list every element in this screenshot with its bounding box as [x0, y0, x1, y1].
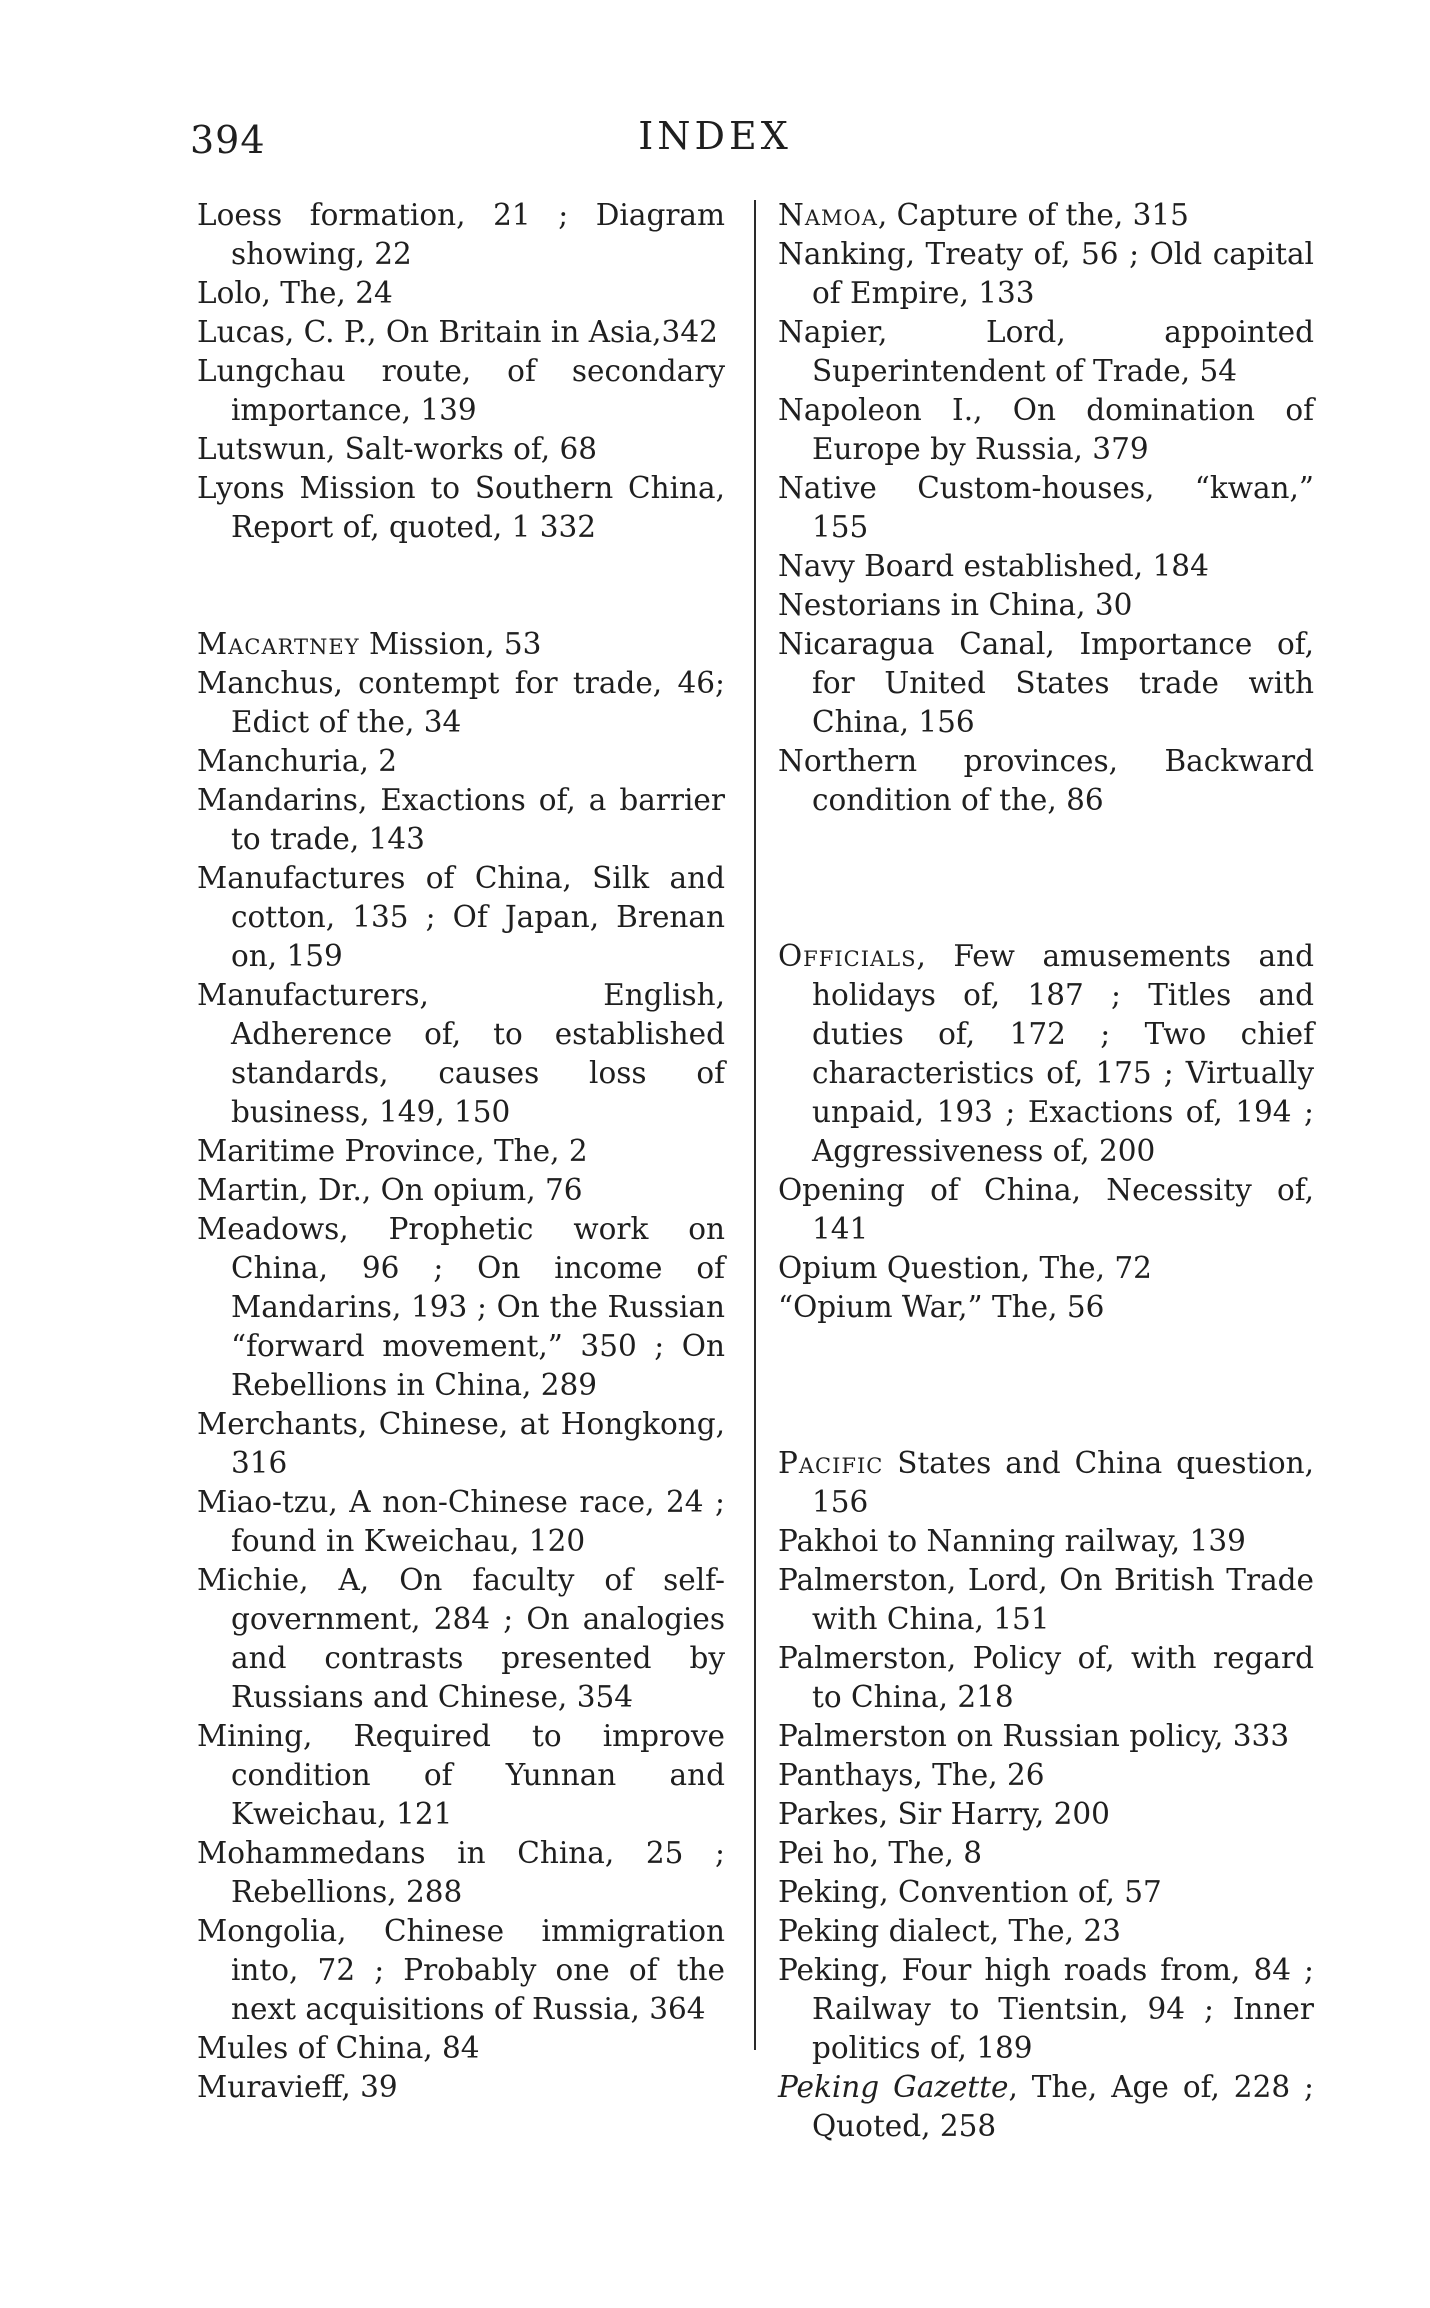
index-entry	[197, 859, 725, 976]
index-entry	[778, 313, 1314, 391]
entry-text: , Few amusements and holidays of, 187 ; Titles and duties of, 172 ; Two chief characteristics of, 175 ; Virtually unpaid, 193 ; Exactions of, 194 ; Aggressiveness of, 200	[812, 939, 1314, 1168]
entry-text: , English, Adherence of, to established standards, causes loss of business, 149, 150	[231, 978, 725, 1129]
entry-heading: Nanking	[778, 237, 906, 271]
index-entry	[197, 2068, 725, 2107]
entry-heading: Officials	[778, 939, 917, 973]
entry-heading: Lucas	[197, 315, 285, 349]
entry-heading: Nicaragua	[778, 627, 935, 661]
entry-text: , Capture of the, 315	[877, 198, 1189, 232]
index-entry	[778, 1444, 1314, 1522]
entry-text: , Policy of, with regard to China, 218	[812, 1641, 1314, 1714]
letter-section-gap	[778, 820, 1314, 937]
entry-text: Mission to Southern China, Report of, quoted, 1 332	[231, 471, 725, 544]
index-entry	[197, 1132, 725, 1171]
entry-heading: Manufactures	[197, 861, 406, 895]
entry-heading: Meadows	[197, 1212, 340, 1246]
index-entry	[778, 1951, 1314, 2068]
entry-text: The, 56	[982, 1290, 1105, 1324]
index-column-right	[778, 196, 1314, 2146]
index-entry	[778, 586, 1314, 625]
entry-text: route, of secondary importance, 139	[231, 354, 725, 427]
entry-heading: Palmerston	[778, 1719, 947, 1753]
entry-text: Board established, 184	[854, 549, 1209, 583]
index-entry	[197, 274, 725, 313]
entry-heading: Manufacturers	[197, 978, 420, 1012]
entry-heading: Peking	[778, 1914, 880, 1948]
entry-heading: Opium	[778, 1251, 878, 1285]
index-entry	[197, 469, 725, 547]
entry-heading: Lutswun	[197, 432, 326, 466]
index-entry	[778, 1717, 1314, 1756]
entry-heading: Michie	[197, 1563, 300, 1597]
entry-text: , A non-Chinese race, 24 ; found in Kweichau, 120	[231, 1485, 725, 1558]
entry-heading: Palmerston	[778, 1641, 947, 1675]
entry-heading: Merchants	[197, 1407, 358, 1441]
entry-heading: Mandarins	[197, 783, 358, 817]
entry-text: , Lord, On British Trade with China, 151	[812, 1563, 1314, 1636]
index-entry	[778, 391, 1314, 469]
entry-text: , Dr., On opium, 76	[299, 1173, 583, 1207]
entry-text: , Lord, appointed Superintendent of Trade, 54	[812, 315, 1314, 388]
entry-text: , Exactions of, a barrier to trade, 143	[231, 783, 725, 856]
entry-heading: Opening	[778, 1173, 905, 1207]
entry-heading: Napoleon	[778, 393, 922, 427]
entry-heading: Macartney	[197, 627, 360, 661]
entry-heading: Miao-tzu	[197, 1485, 329, 1519]
entry-heading: Pei ho	[778, 1836, 870, 1870]
entry-heading: Pakhoi	[778, 1524, 879, 1558]
entry-heading: Mohammedans	[197, 1836, 426, 1870]
entry-text: Province, The, 2	[335, 1134, 588, 1168]
index-entry	[197, 976, 725, 1132]
index-entry	[778, 1795, 1314, 1834]
entry-text: dialect, The, 23	[879, 1914, 1121, 1948]
entry-heading: Martin	[197, 1173, 300, 1207]
entry-text: of China, 84	[288, 2031, 480, 2065]
letter-section-gap	[778, 1327, 1314, 1444]
entry-heading: Mules	[197, 2031, 289, 2065]
index-entry	[197, 2029, 725, 2068]
entry-text: , 21 ; Diagram showing, 22	[231, 198, 725, 271]
entry-heading: Lolo	[197, 276, 262, 310]
entry-heading: Peking Gazette	[778, 2070, 1009, 2104]
entry-heading: Napier	[778, 315, 879, 349]
entry-heading: Navy	[778, 549, 855, 583]
entry-text: I., On domination of Europe by Russia, 379	[812, 393, 1314, 466]
index-entry	[197, 742, 725, 781]
index-entry	[197, 1717, 725, 1834]
entry-text: of China, Silk and cotton, 135 ; Of Japan, Brenan on, 159	[231, 861, 725, 973]
entry-text: , A, On faculty of self-government, 284 ; On analogies and contrasts presented by Russians and Chinese, 354	[231, 1563, 725, 1714]
entry-text: Canal, Importance of, for United States trade with China, 156	[812, 627, 1314, 739]
entry-heading: Parkes	[778, 1797, 879, 1831]
entry-heading: Panthays	[778, 1758, 914, 1792]
entry-heading: Mongolia	[197, 1914, 338, 1948]
index-entry	[197, 1912, 725, 2029]
index-entry	[197, 781, 725, 859]
index-entry	[778, 235, 1314, 313]
entry-heading: Manchus	[197, 666, 334, 700]
index-entry	[778, 1639, 1314, 1717]
entry-heading: “Opium War,”	[778, 1290, 983, 1324]
index-entry	[197, 196, 725, 274]
entry-text: Custom-houses, “kwan,” 155	[812, 471, 1314, 544]
entry-text: , Chinese immigration into, 72 ; Probably one of the next acquisitions of Russia, 364	[231, 1914, 725, 2026]
entry-text: , The, 24	[261, 276, 393, 310]
index-column-left	[197, 196, 725, 2107]
letter-section-gap	[197, 547, 725, 625]
entry-text: , Sir Harry, 200	[878, 1797, 1110, 1831]
index-entry	[197, 1483, 725, 1561]
entry-heading: Native	[778, 471, 877, 505]
index-entry	[778, 1912, 1314, 1951]
running-title: INDEX	[638, 114, 792, 158]
index-entry	[197, 1210, 725, 1405]
index-entry	[197, 430, 725, 469]
entry-text: States and China question, 156	[812, 1446, 1314, 1519]
index-entry	[778, 1171, 1314, 1249]
entry-text: to Nanning railway, 139	[878, 1524, 1246, 1558]
entry-text: , Convention of, 57	[879, 1875, 1162, 1909]
index-entry	[197, 1561, 725, 1717]
page-number: 394	[190, 118, 266, 162]
index-entry	[197, 1834, 725, 1912]
index-entry	[197, 1405, 725, 1483]
entry-text: , Prophetic work on China, 96 ; On income of Mandarins, 193 ; On the Russian “forward movement,” 350 ; On Rebellions in China, 289	[231, 1212, 725, 1402]
entry-text: , The, 26	[913, 1758, 1045, 1792]
index-entry	[778, 1756, 1314, 1795]
entry-heading: Lungchau	[197, 354, 346, 388]
entry-text: , Chinese, at Hongkong, 316	[231, 1407, 725, 1480]
index-entry	[197, 352, 725, 430]
entry-text: , 2	[359, 744, 397, 778]
entry-text: in China, 30	[941, 588, 1133, 622]
index-entry	[778, 1522, 1314, 1561]
entry-heading: Northern	[778, 744, 918, 778]
entry-text: , The, Age of, 228 ; Quoted, 258	[812, 2070, 1315, 2143]
entry-text: on Russian policy, 333	[946, 1719, 1290, 1753]
entry-heading: Mining	[197, 1719, 303, 1753]
index-entry	[778, 937, 1314, 1171]
entry-heading: Loess formation	[197, 198, 457, 232]
entry-text: , Treaty of, 56 ; Old capital of Empire, 133	[812, 237, 1314, 310]
entry-text: Question, The, 72	[877, 1251, 1152, 1285]
index-entry	[778, 1834, 1314, 1873]
entry-text: of China, Necessity of, 141	[812, 1173, 1314, 1246]
index-entry	[778, 547, 1314, 586]
entry-heading: Maritime	[197, 1134, 336, 1168]
entry-heading: Manchuria	[197, 744, 360, 778]
entry-heading: Nestorians	[778, 588, 942, 622]
entry-heading: Lyons	[197, 471, 285, 505]
entry-text: , C. P., On Britain in Asia,342	[284, 315, 718, 349]
entry-heading: Namoa	[778, 198, 878, 232]
index-entry	[197, 664, 725, 742]
entry-text: , 39	[341, 2070, 398, 2104]
index-entry	[778, 196, 1314, 235]
entry-text: , contempt for trade, 46; Edict of the, 34	[231, 666, 725, 739]
index-entry	[778, 625, 1314, 742]
entry-text: provinces, Backward condition of the, 86	[812, 744, 1314, 817]
index-entry	[197, 1171, 725, 1210]
index-entry	[778, 1873, 1314, 1912]
entry-heading: Palmerston	[778, 1563, 947, 1597]
entry-text: , Salt-works of, 68	[325, 432, 598, 466]
entry-text: , Required to improve condition of Yunnan and Kweichau, 121	[231, 1719, 725, 1831]
entry-heading: Pacific	[778, 1446, 884, 1480]
entry-heading: Muravieff	[197, 2070, 342, 2104]
entry-heading: Peking	[778, 1875, 880, 1909]
entry-heading: Peking	[778, 1953, 880, 1987]
index-entry	[778, 469, 1314, 547]
entry-text: , The, 8	[869, 1836, 982, 1870]
entry-text: Mission, 53	[359, 627, 542, 661]
entry-text: in China, 25 ; Rebellions, 288	[231, 1836, 725, 1909]
index-entry	[778, 1249, 1314, 1288]
index-entry	[197, 625, 725, 664]
index-entry	[778, 742, 1314, 820]
index-entry	[778, 2068, 1314, 2146]
index-entry	[197, 313, 725, 352]
index-entry	[778, 1561, 1314, 1639]
column-rule	[754, 200, 756, 2050]
entry-text: , Four high roads from, 84 ; Railway to Tientsin, 94 ; Inner politics of, 189	[812, 1953, 1314, 2065]
index-entry	[778, 1288, 1314, 1327]
